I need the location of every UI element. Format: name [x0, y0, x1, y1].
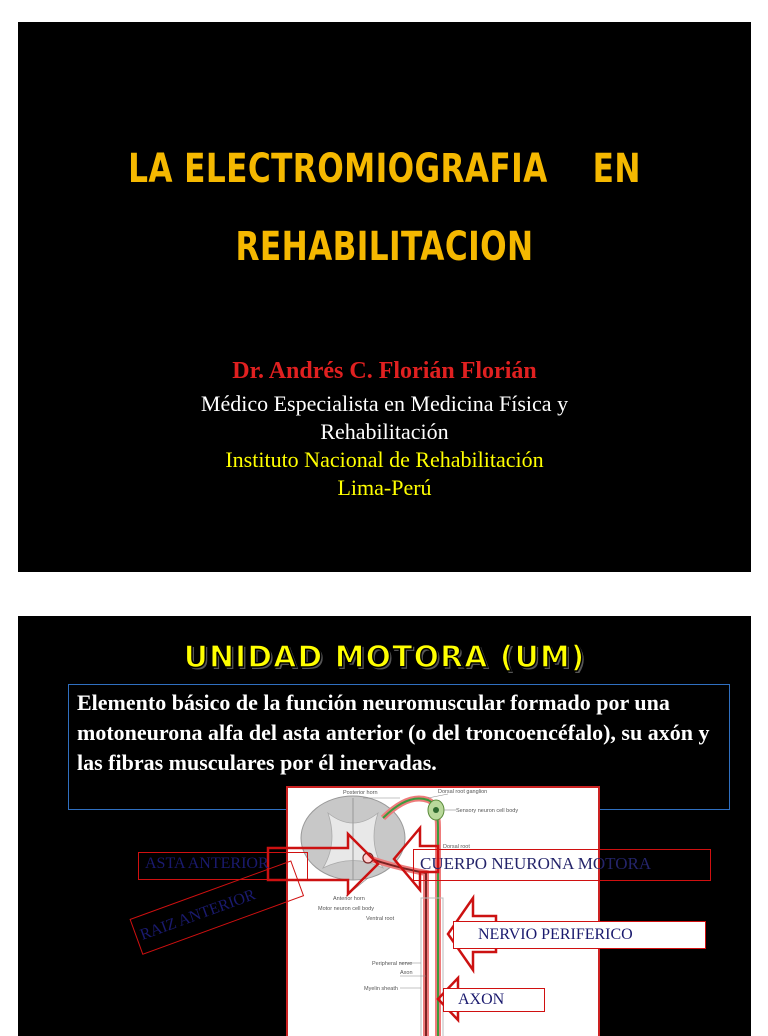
title-slide [18, 22, 751, 572]
role-line-1: Médico Especialista en Medicina Física y [200, 391, 569, 416]
nervio-periferico-label: NERVIO PERIFERICO [453, 921, 706, 949]
axon-label: AXON [443, 988, 545, 1012]
role-line-2: Rehabilitación [320, 419, 449, 444]
label-motor-neuron: Motor neuron cell body [318, 906, 374, 912]
motor-unit-slide [18, 616, 751, 1036]
raiz-anterior-label: RAIZ ANTERIOR [130, 860, 305, 955]
title-line-1: LA ELECTROMIOGRAFIA EN [128, 146, 641, 192]
definition-box: Elemento básico de la función neuromuscular formado por una motoneurona alfa del asta anterior (o del troncoencéfalo), su axón y las fibras musculares por él inervadas. [68, 684, 730, 810]
presentation-title [99, 130, 671, 286]
label-posterior-horn: Posterior horn [343, 790, 378, 796]
label-anterior-horn: Anterior horn [333, 896, 365, 902]
label-ventral-root: Ventral root [366, 916, 395, 922]
cuerpo-neurona-motora-label: CUERPO NEURONA MOTORA [413, 849, 711, 881]
label-myelin-sheath: Myelin sheath [364, 986, 398, 992]
institute-name: Instituto Nacional de Rehabilitación [225, 447, 544, 472]
label-sensory-neuron: Sensory neuron cell body [456, 808, 519, 814]
location: Lima-Perú [337, 475, 432, 500]
label-peripheral-nerve: Peripheral nerve [372, 961, 413, 967]
label-dorsal-root: Dorsal root [443, 844, 470, 850]
ventral-root [368, 858, 426, 1036]
motor-neuron-body [363, 853, 373, 863]
asta-anterior-label: ASTA ANTERIOR [138, 852, 308, 880]
slide-title: UNIDAD MOTORA (UM) [183, 640, 586, 675]
label-axon-small: Axon [400, 970, 413, 976]
title-line-2: REHABILITACION [235, 224, 534, 270]
label-dorsal-root-ganglion: Dorsal root ganglion [438, 789, 488, 795]
author-name: Dr. Andrés C. Florián Florián [232, 358, 537, 384]
